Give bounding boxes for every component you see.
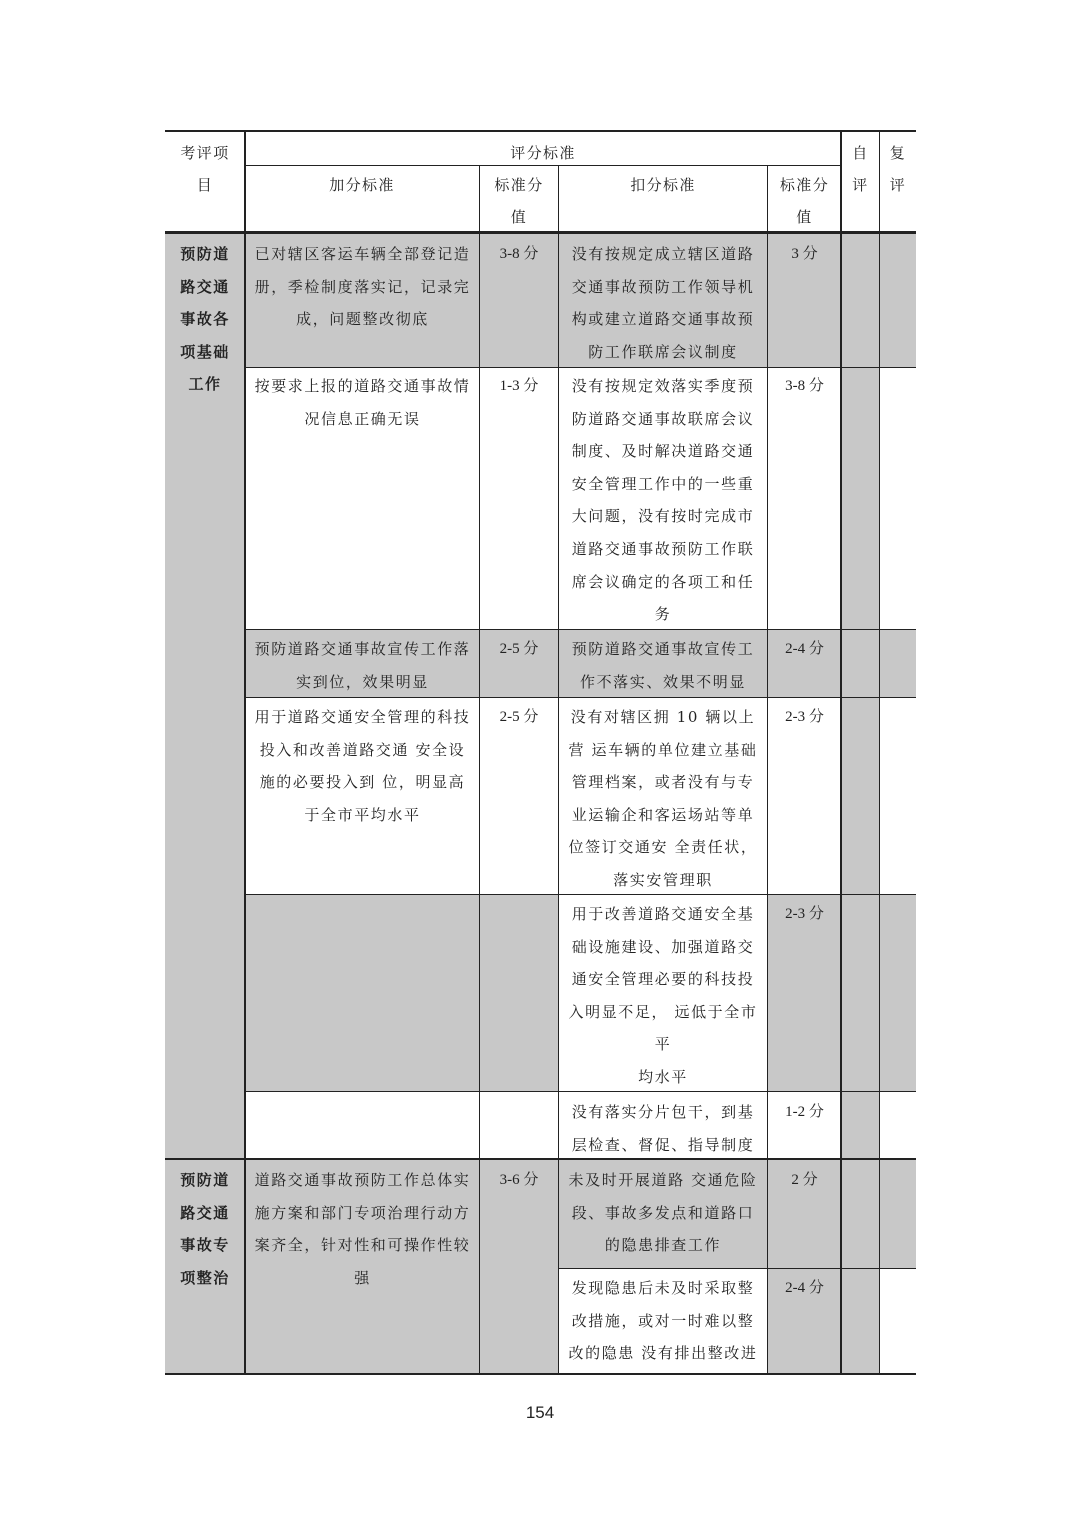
row-8-deduct-text: 发现隐患后未及时采取整 改措施，或对一时难以整 改的隐患 没有排出整改进 xyxy=(568,1279,758,1363)
row-2-add-score: 1-3 分 xyxy=(499,378,539,394)
header-scoring-criteria: 评分标准 xyxy=(510,144,576,162)
row-2-deduct-score: 3-8 分 xyxy=(785,378,824,394)
row-4-deduct-score: 2-3 分 xyxy=(785,709,824,725)
row-3-deduct-score: 2-4 分 xyxy=(785,641,824,657)
row-2-add-text: 按要求上报的道路交通事故情 况信息正确无误 xyxy=(254,377,471,428)
row-6-deduct-score: 1-2 分 xyxy=(785,1104,824,1120)
row-1-add-text: 已对辖区客运车辆全部登记造 册，季检制度落实记，记录完 成，问题整改彻底 xyxy=(254,245,471,329)
row-5-bg xyxy=(245,894,558,1091)
row-3-deduct-text: 预防道路交通事故宣传工 作不落实、效果不明显 xyxy=(571,640,755,691)
row-1-deduct-text: 没有按规定成立辖区道路 交通事故预防工作领导机 构或建立道路交通事故预 防工作联席会议制度 xyxy=(571,245,755,361)
row-1-deduct-score: 3 分 xyxy=(791,246,818,262)
row-7-add-score: 3-6 分 xyxy=(499,1172,539,1188)
table-top-border xyxy=(165,130,916,132)
row-4-add-score: 2-5 分 xyxy=(499,709,539,725)
row-3-add-text: 预防道路交通事故宣传工作落 实到位，效果明显 xyxy=(254,640,471,691)
row-4-deduct-text: 没有对辖区拥 10 辆以上 营 运车辆的单位建立基础 管理档案，或者没有与专 业运输企和客运场站等单 位签订交通安 全责任状， 落实安管理职 xyxy=(568,708,758,889)
row-8-deduct-score: 2-4 分 xyxy=(785,1280,824,1296)
header-item: 考评项 目 xyxy=(180,144,230,194)
page-number: 154 xyxy=(525,1403,555,1422)
header-add-criteria: 加分标准 xyxy=(329,176,395,194)
header-self-eval: 自 评 xyxy=(852,144,869,194)
row-7-deduct-score: 2 分 xyxy=(791,1172,818,1188)
row-line xyxy=(558,1268,916,1269)
category-1-label: 预防道 路交通 事故各 项基础 工作 xyxy=(180,245,230,394)
row-7-deduct-text: 未及时开展道路 交通危险 段、事故多发点和道路口 的隐患排查工作 xyxy=(568,1171,758,1255)
row-2-deduct-text: 没有按规定效落实季度预 防道路交通事故联席会议 制度、及时解决道路交通 安全管理工作中的一些重 大问题，没有按时完成市 道路交通事故预防工作联 席会议确定的各项工和任 务 xyxy=(571,377,755,624)
row-3-add-score: 2-5 分 xyxy=(499,641,539,657)
row-5-deduct-text: 用于改善道路交通安全基 础设施建设、加强道路交 通安全管理必要的科技投 入明显不足， 远低于全市 平 均水平 xyxy=(568,905,758,1086)
row-5-deduct-score: 2-3 分 xyxy=(785,906,824,922)
row-6-deduct-text: 没有落实分片包干，到基 层检查、督促、指导制度 xyxy=(571,1103,755,1154)
category-2-label: 预防道 路交通 事故专 项整治 xyxy=(180,1171,230,1287)
col-line xyxy=(879,131,880,1374)
header-re-eval: 复 评 xyxy=(889,144,907,194)
row-4-add-text: 用于道路交通安全管理的科技 投入和改善道路交通 安全设 施的必要投入到 位，明显高 于全市平均水平 xyxy=(254,708,471,824)
header-add-score: 标准分 值 xyxy=(494,176,544,226)
header-deduct-criteria: 扣分标准 xyxy=(630,176,696,194)
section-line xyxy=(165,1158,916,1160)
table-bottom-border xyxy=(165,1373,916,1375)
row-1-add-score: 3-8 分 xyxy=(499,246,539,262)
header-deduct-score: 标准分 值 xyxy=(779,176,830,226)
row-7-add-text: 道路交通事故预防工作总体实 施方案和部门专项治理行动方 案齐全，针对性和可操作性较 强 xyxy=(254,1171,471,1287)
